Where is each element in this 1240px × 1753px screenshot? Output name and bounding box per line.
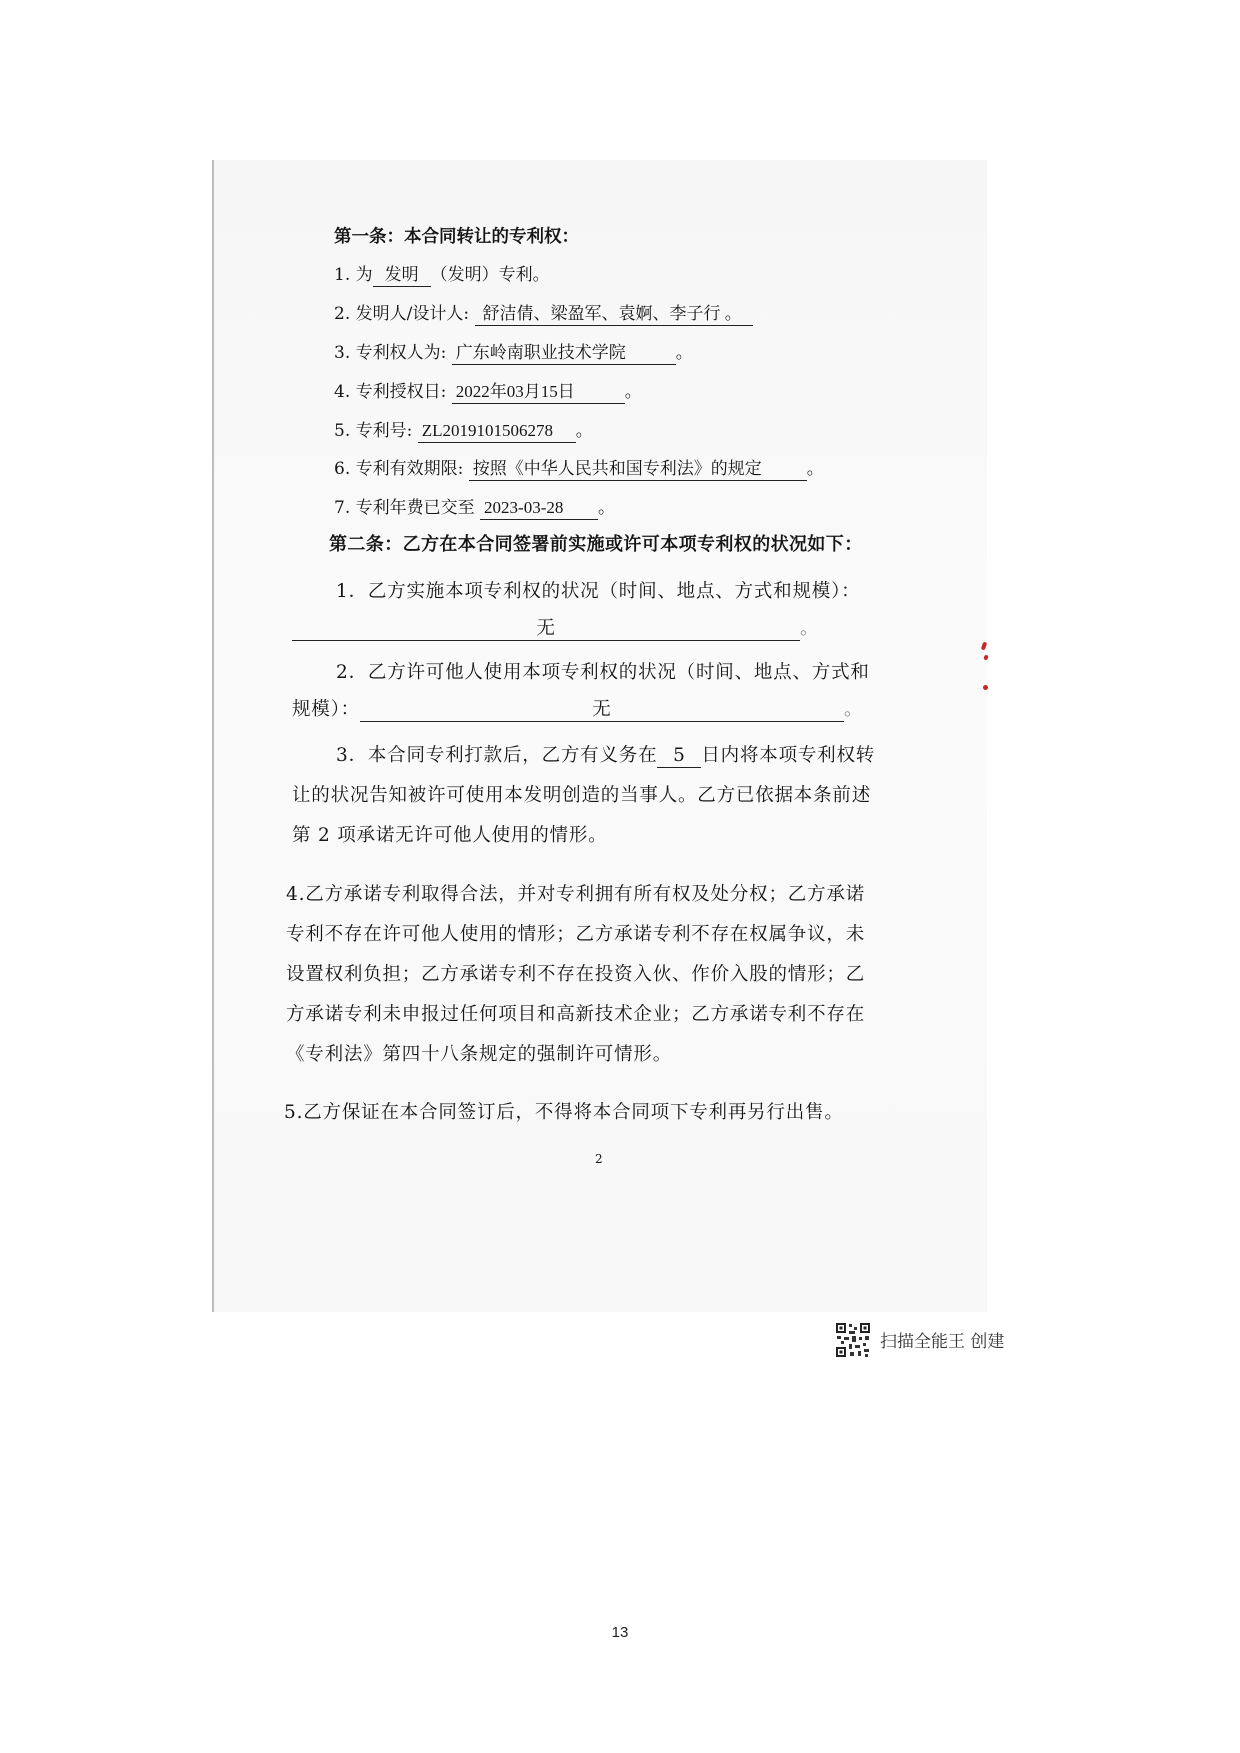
page-number: 13 (611, 1624, 629, 1641)
item4-prefix: 4. 专利授权日: (334, 382, 447, 402)
grant-date-value: 2022年03月15日 (452, 381, 625, 404)
article2-item1: 1．乙方实施本项专利权的状况（时间、地点、方式和规模）： (336, 581, 861, 602)
patent-type-value: 发明 (373, 264, 431, 287)
article2-item4-line2: 专利不存在许可他人使用的情形；乙方承诺专利不存在权属争议，未 (286, 924, 866, 945)
item3-prefix: 3. 专利权人为: (334, 343, 447, 363)
article2-item4-line3: 设置权利负担；乙方承诺专利不存在投资入伙、作价入股的情形；乙 (286, 964, 866, 985)
red-ink-mark (981, 642, 987, 651)
qr-code-icon (835, 1322, 871, 1358)
item5-suffix: 。 (575, 421, 593, 441)
red-ink-mark (983, 654, 988, 660)
article1-item6 (334, 458, 824, 481)
article2-heading: 第二条：乙方在本合同签署前实施或许可本项专利权的状况如下： (329, 534, 863, 555)
item2-prefix: 2. 发明人/设计人: (334, 304, 470, 324)
article1-item5 (334, 420, 593, 443)
patent-number-value: ZL2019101506278 (418, 420, 576, 443)
item3-suffix: 。 (675, 343, 693, 363)
item6-prefix: 6. 专利有效期限: (334, 459, 464, 479)
item7-prefix: 7. 专利年费已交至 (334, 498, 475, 518)
article1-item1 (334, 264, 550, 287)
item5-prefix: 5. 专利号: (334, 421, 413, 441)
article2-item5: 5.乙方保证在本合同签订后，不得将本合同项下专利再另行出售。 (284, 1102, 844, 1123)
implementation-status-value: 无 (292, 618, 800, 641)
article2-item3-line3: 第 2 项承诺无许可他人使用的情形。 (292, 825, 608, 846)
annual-fee-date-value: 2023-03-28 (480, 497, 598, 520)
article2-item4-line4: 方承诺专利未申报过任何项目和高新技术企业；乙方承诺专利不存在 (286, 1004, 866, 1025)
article2-item4-line1: 4.乙方承诺专利取得合法，并对专利拥有所有权及处分权；乙方承诺 (286, 884, 865, 905)
article1-item2 (334, 303, 753, 326)
scanned-contract-page (212, 160, 987, 1312)
article2-item4-line5: 《专利法》第四十八条规定的强制许可情形。 (286, 1044, 673, 1065)
red-ink-dot (982, 684, 988, 690)
inventors-value: 舒洁倩、梁盈军、袁婀、李子行 。 (475, 303, 753, 326)
article2-item2: 2．乙方许可他人使用本项专利权的状况（时间、地点、方式和 (336, 662, 870, 683)
patentee-value: 广东岭南职业技术学院 (452, 342, 676, 365)
item7-suffix: 。 (598, 498, 616, 518)
notify-days-value: 5 (657, 745, 701, 768)
item1-suffix: （发明）专利。 (430, 265, 550, 285)
scan-page-number: 2 (595, 1152, 603, 1166)
article2-item1-answer: 无 。 (292, 618, 819, 641)
item1-prefix: 1. 为 (334, 265, 373, 285)
scanner-watermark: 扫描全能王 创建 (880, 1332, 1005, 1352)
item4-suffix: 。 (624, 382, 642, 402)
scale-label: 规模）： (292, 699, 360, 720)
license-status-value: 无 (360, 699, 844, 722)
item6-suffix: 。 (806, 459, 824, 479)
article1-item3 (334, 342, 693, 365)
article2-item3-line2: 让的状况告知被许可使用本发明创造的当事人。乙方已依据本条前述 (292, 785, 872, 806)
article2-item3-line1: 3．本合同专利打款后，乙方有义务在 5 日内将本项专利权转 (336, 745, 876, 766)
article1-heading: 第一条：本合同转让的专利权： (334, 227, 579, 247)
article1-item4 (334, 381, 642, 404)
article1-item7 (334, 497, 615, 520)
validity-value: 按照《中华人民共和国专利法》的规定 (469, 458, 807, 481)
article2-item2-answer: 规模）： 无 。 (292, 699, 864, 720)
